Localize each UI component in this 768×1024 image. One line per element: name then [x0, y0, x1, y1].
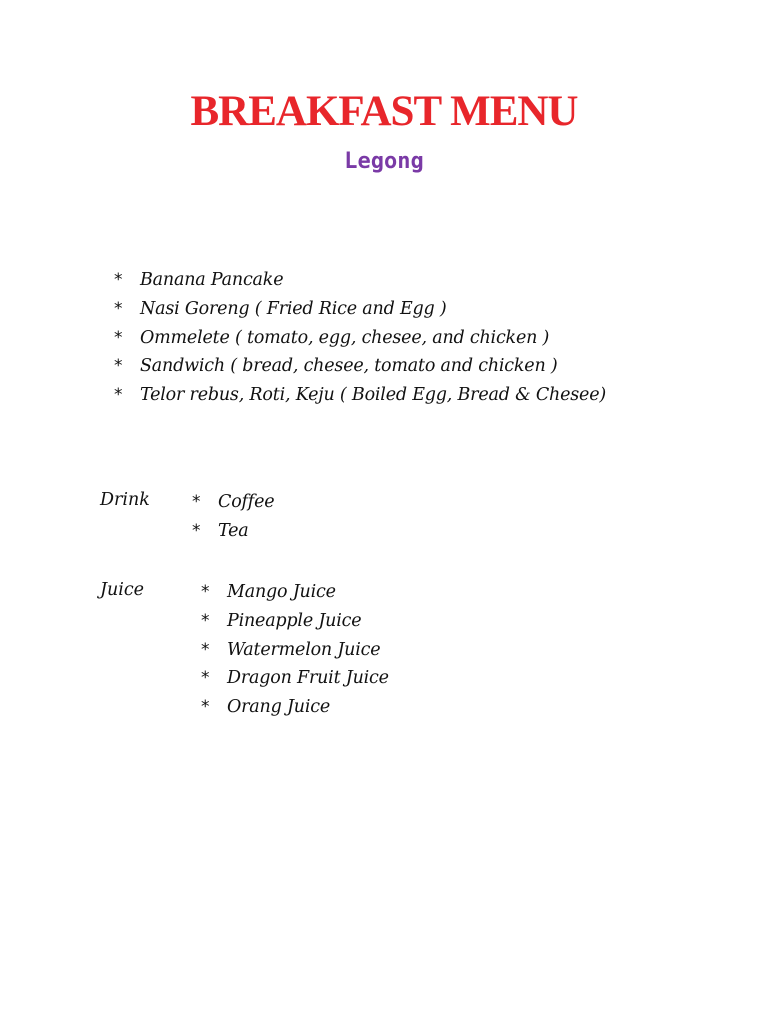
list-item	[114, 295, 606, 324]
asterisk-bullet-icon: *	[201, 697, 210, 718]
food-item-label: Telor rebus, Roti, Keju ( Boiled Egg, Bread & Chesee)	[140, 385, 606, 406]
asterisk-bullet-icon: *	[114, 356, 123, 377]
asterisk-bullet-icon: *	[192, 520, 201, 541]
juice-item-label: Watermelon Juice	[227, 639, 381, 660]
list-item	[201, 636, 389, 665]
food-item-label: Nasi Goreng ( Fried Rice and Egg )	[140, 298, 447, 319]
asterisk-bullet-icon: *	[114, 385, 123, 406]
asterisk-bullet-icon: *	[114, 298, 123, 319]
list-item	[201, 693, 389, 722]
drink-item-label: Coffee	[218, 492, 275, 512]
restaurant-name: Legong	[344, 149, 424, 174]
food-list	[114, 266, 606, 410]
list-item	[201, 578, 389, 607]
food-item-label: Ommelete ( tomato, egg, chesee, and chicken )	[140, 327, 550, 348]
juice-section-label: Juice	[100, 580, 145, 600]
food-item-label: Sandwich ( bread, chesee, tomato and chicken )	[140, 356, 558, 377]
drink-item-label: Tea	[218, 520, 249, 541]
list-item	[201, 607, 389, 636]
juice-item-label: Mango Juice	[227, 582, 336, 602]
drink-list	[192, 488, 274, 546]
juice-item-label: Pineapple Juice	[227, 610, 362, 631]
asterisk-bullet-icon: *	[114, 270, 123, 290]
list-item	[192, 517, 274, 546]
list-item	[114, 266, 606, 295]
list-item	[201, 664, 389, 693]
juice-list	[201, 578, 389, 722]
food-item-label: Banana Pancake	[140, 270, 284, 290]
asterisk-bullet-icon: *	[192, 492, 201, 512]
list-item	[114, 352, 606, 381]
asterisk-bullet-icon: *	[114, 327, 123, 348]
asterisk-bullet-icon: *	[201, 582, 210, 602]
asterisk-bullet-icon: *	[201, 668, 210, 689]
list-item	[114, 381, 606, 410]
list-item	[114, 324, 606, 353]
asterisk-bullet-icon: *	[201, 610, 210, 631]
asterisk-bullet-icon: *	[201, 639, 210, 660]
juice-item-label: Orang Juice	[227, 697, 331, 718]
list-item	[192, 488, 274, 517]
drink-section-label: Drink	[100, 490, 150, 510]
juice-item-label: Dragon Fruit Juice	[227, 668, 389, 689]
page-title: BREAKFAST MENU	[190, 88, 578, 135]
